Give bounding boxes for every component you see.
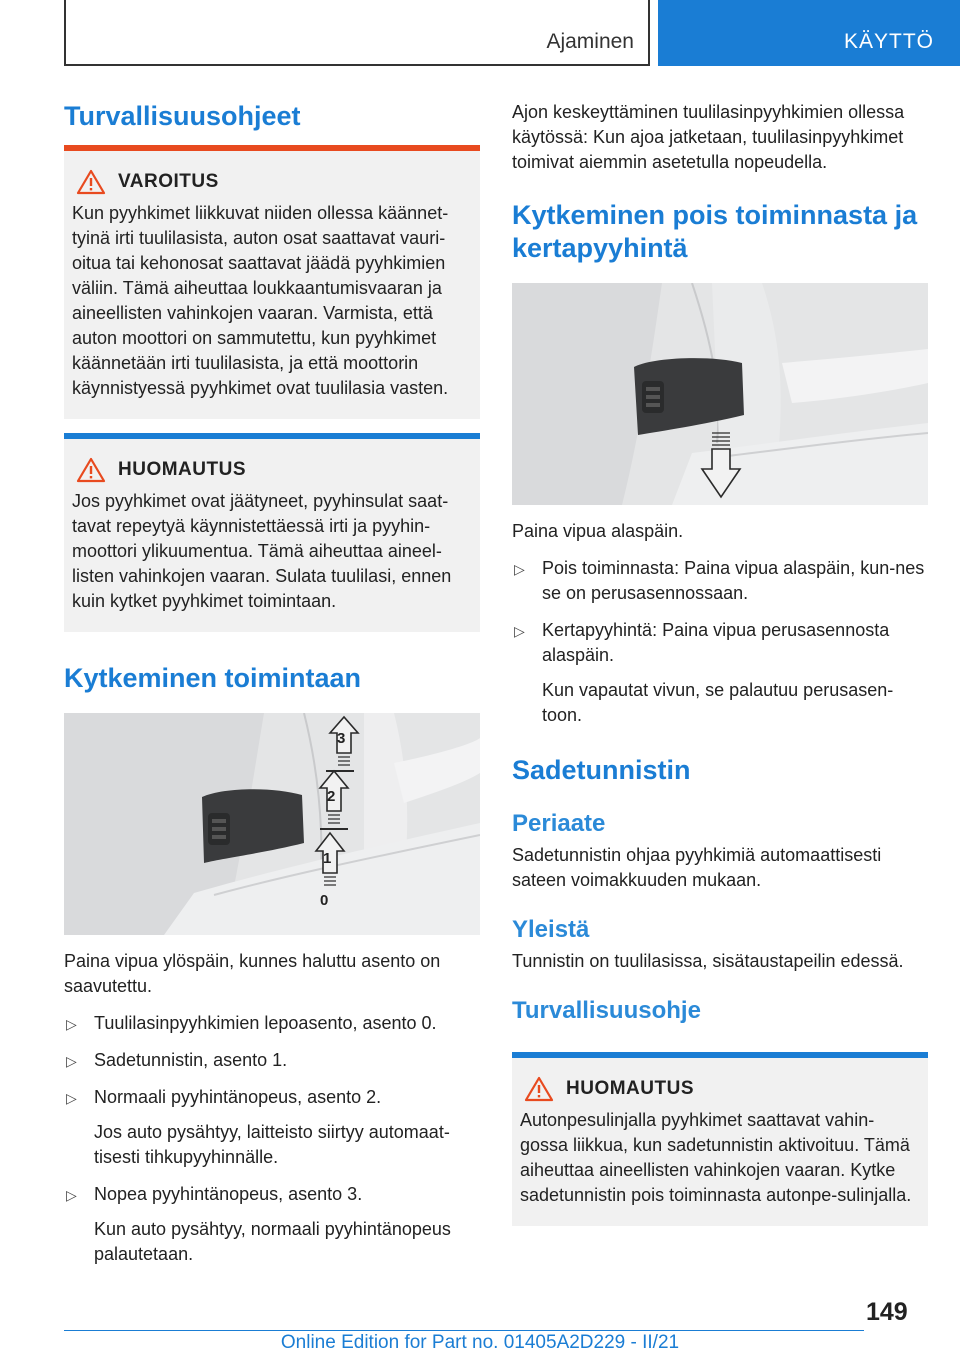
header-section-title: Ajaminen [546,30,634,53]
list-item-text: Pois toiminnasta: Paina vipua alaspäin, kun-nes se on perusasennossaan. [542,558,925,603]
heading-rain-sensor: Sadetunnistin [512,755,691,785]
header-chapter-tab [658,0,960,66]
position-label-1: 1 [323,850,332,867]
notice-text: Jos pyyhkimet ovat jäätyneet, pyyhinsulat saat-tavat repeytyä käynnistettäessä irti ja pyyhin-moottori ylikuumentua. Tämä aiheuttaa aineel-listen vahinkojen vaaran. Sulata tuulilasi, ennen kuin kytket pyyhkimet toimintaan. [72,491,452,611]
triangle-bullet-icon: ▷ [66,1016,77,1032]
list-item [512,618,928,668]
subheading-safety: Turvallisuusohje [512,997,701,1024]
list-item-extra: Kun auto pysähtyy, normaali pyyhintänopeus palautetaan. [94,1219,451,1264]
right-column [512,100,928,1226]
footer-edition: Online Edition for Part no. 01405A2D229 - II/21 [280,1332,680,1353]
figure-lever-up [64,713,480,935]
wiper-positions-list [64,1011,480,1110]
wiper-positions-list-cont [64,1182,480,1207]
warning-text: Kun pyyhkimet liikkuvat niiden ollessa käännet-tyinä irti tuulilasista, auton osat saattavat vauri-oitua tai kehonosat saattavat jäädä pyyhkimien väliin. Tämä aiheuttaa loukkaantumisvaaran ja aineellisten vahinkojen vaaran. Varmista, että auton moottori on sammutettu, kun pyyhkimet käännetään irti tuulilasista, ja että moottorin käynnistyessä pyyhkimet ovat tuulilasia vasten. [72,203,449,398]
switch-off-list [512,556,928,668]
triangle-bullet-icon: ▷ [66,1187,77,1203]
position-label-0: 0 [320,892,329,909]
list-item-text: Kertapyyhintä: Paina vipua perusasennosta alaspäin. [542,620,890,665]
notice-text: Autonpesulinjalla pyyhkimet saattavat vahin-gossa liikkua, kun sadetunnistin aktivoituu. Tämä aiheuttaa aineellisten vahinkojen vaaran. Kytke sadetunnistin pois toiminnasta autonpe-sulinjalla. [520,1110,912,1205]
lever-down-illustration [512,283,928,505]
triangle-bullet-icon: ▷ [514,623,525,639]
warning-triangle-icon [524,1076,554,1102]
list-item-text: Normaali pyyhintänopeus, asento 2. [94,1087,382,1107]
list-item [64,1085,480,1110]
list-item-extra: Kun vapautat vivun, se palautuu perusasen-toon. [542,680,894,725]
warning-header [72,169,472,195]
header-chapter-title: KÄYTTÖ [844,30,935,53]
position-label-2: 2 [327,788,336,805]
caption-lever-down: Paina vipua alaspäin. [512,521,684,541]
footer-divider [64,1330,864,1331]
intro-interrupted-drive: Ajon keskeyttäminen tuulilasinpyyhkimien ollessa käytössä: Kun ajoa jatketaan, tuulilasinpyyhkimet toimivat aiemmin asetetulla nopeudella. [512,102,905,172]
header-section-box [64,0,650,66]
warning-box [64,145,480,419]
subheading-general: Yleistä [512,916,590,943]
notice-header [72,457,472,483]
heading-switch-on: Kytkeminen toimintaan [64,663,362,693]
notice-box-frozen-wipers [64,433,480,632]
list-item [64,1011,480,1036]
triangle-bullet-icon: ▷ [66,1053,77,1069]
triangle-bullet-icon: ▷ [514,561,525,577]
notice-box-car-wash [512,1052,928,1226]
principle-text: Sadetunnistin ohjaa pyyhkimiä automaattisesti sateen voimakkuuden mukaan. [512,845,882,890]
subheading-principle: Periaate [512,810,606,837]
notice-title: HUOMAUTUS [566,1078,694,1099]
list-item [512,556,928,606]
heading-safety-instructions: Turvallisuusohjeet [64,101,301,131]
list-item-text: Sadetunnistin, asento 1. [94,1050,288,1070]
triangle-bullet-icon: ▷ [66,1090,77,1106]
lever-up-illustration [64,713,480,935]
list-item-text: Tuulilasinpyyhkimien lepoasento, asento 0. [94,1013,437,1033]
warning-triangle-icon [76,169,106,195]
notice-title: HUOMAUTUS [118,459,246,480]
position-label-3: 3 [337,730,346,747]
general-text: Tunnistin on tuulilasissa, sisätaustapeilin edessä. [512,951,904,971]
notice-header [520,1076,920,1102]
list-item [64,1048,480,1073]
page-number: 149 [866,1298,908,1326]
intro-lever-up: Paina vipua ylöspäin, kunnes haluttu asento on saavutettu. [64,951,441,996]
warning-triangle-icon [76,457,106,483]
list-item-extra: Jos auto pysähtyy, laitteisto siirtyy automaat-tisesti tihkupyyhinnälle. [94,1122,450,1167]
warning-title: VAROITUS [118,171,219,192]
list-item-text: Nopea pyyhintänopeus, asento 3. [94,1184,363,1204]
left-column [64,100,480,1267]
list-item [64,1182,480,1207]
figure-lever-down [512,283,928,505]
heading-switch-off: Kytkeminen pois toiminnasta ja kertapyyhintä [512,200,918,263]
